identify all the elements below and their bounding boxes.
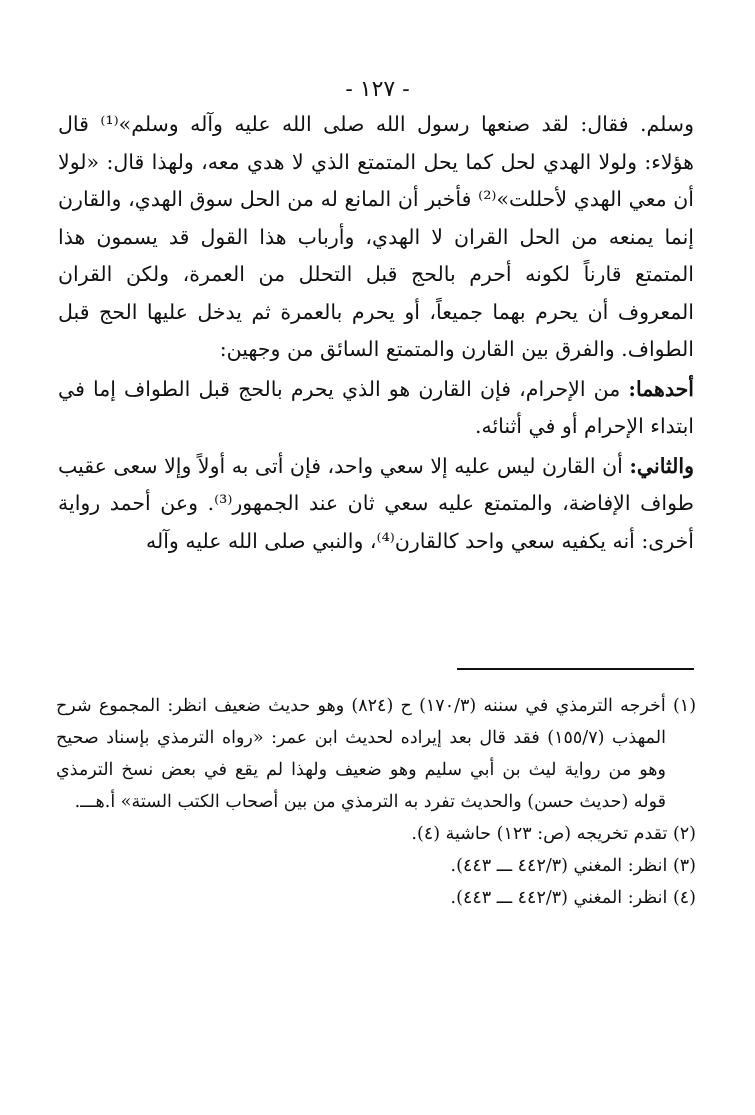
footnote-2 [56, 818, 696, 850]
footnote-1-text: أخرجه الترمذي في سننه (١٧٠/٣) ح (٨٢٤) وهو حديث ضعيف انظر: المجموع شرح المهذب (١٥٥/٧) فقد قال بعد إيراده لحديث ابن عمر: «رواه الترمذي بإسناد صحيح وهو من رواية ليث بن أبي سليم وهو ضعيف ولهذا لم يقع في بعض نسخ الترمذي قوله (حديث حسن) والحديث تفرد به الترمذي من بين أصحاب الكتب الستة» أ.هـــ. [56, 696, 673, 812]
paragraph-2-lead: أحدهما: [628, 376, 694, 401]
footnote-separator [457, 668, 694, 670]
main-text-body [58, 106, 694, 560]
footnote-4 [56, 882, 696, 914]
footnote-2-number: (٢) [672, 824, 696, 844]
paragraph-3-text: أن القارن ليس عليه إلا سعي واحد، فإن أتى به أولاً وإلا سعى عقيب طواف الإفاضة، والمتمتع عليه سعي ثان عند الجمهور⁽³⁾. وعن أحمد رواية أخرى: أنه يكفيه سعي واحد كالقارن⁽⁴⁾، والنبي صلى الله عليه وآله [57, 453, 694, 553]
footnote-4-number: (٤) [672, 888, 696, 908]
page-number: - ١٢٧ - [345, 77, 410, 102]
footnote-1-number: (١) [672, 696, 697, 716]
footnote-3-text: انظر: المغني (٤٤٢/٣ ـــ ٤٤٣). [450, 856, 673, 876]
paragraph-1 [58, 106, 694, 369]
footnote-3-number: (٣) [672, 856, 696, 876]
paragraph-1-text: وسلم. فقال: لقد صنعها رسول الله صلى الله عليه وآله وسلم»⁽¹⁾ قال هؤلاء: ولولا الهدي لحل كما يحل المتمتع الذي لا هدي معه، ولهذا قال: «لولا أن معي الهدي لأحللت»⁽²⁾ فأخبر أن المانع له من الحل سوق الهدي، والقارن إنما يمنعه من الحل القران لا الهدي، وأرباب هذا القول قد يسمون هذا المتمتع قارناً لكونه أحرم بالحج قبل التحلل من العمرة، ولكن القران المعروف أن يحرم بهما جميعاً، أو يحرم بالعمرة ثم يدخل عليها الحج قبل الطواف. والفرق بين القارن والمتمتع السائق من وجهين: [58, 112, 694, 361]
footnote-4-text: انظر: المغني (٤٤٢/٣ ـــ ٤٤٣). [450, 888, 673, 908]
paragraph-2-text: من الإحرام، فإن القارن هو الذي يحرم بالحج قبل الطواف إما في ابتداء الإحرام أو في أثنائه. [58, 376, 694, 438]
footnotes [56, 690, 696, 914]
footnote-1 [56, 690, 696, 818]
paragraph-3 [58, 448, 694, 561]
footnote-2-text: تقدم تخريجه (ص: ١٢٣) حاشية (٤). [411, 824, 673, 844]
paragraph-3-lead: والثاني: [629, 453, 694, 478]
paragraph-2 [58, 371, 694, 446]
footnote-3 [56, 850, 696, 882]
